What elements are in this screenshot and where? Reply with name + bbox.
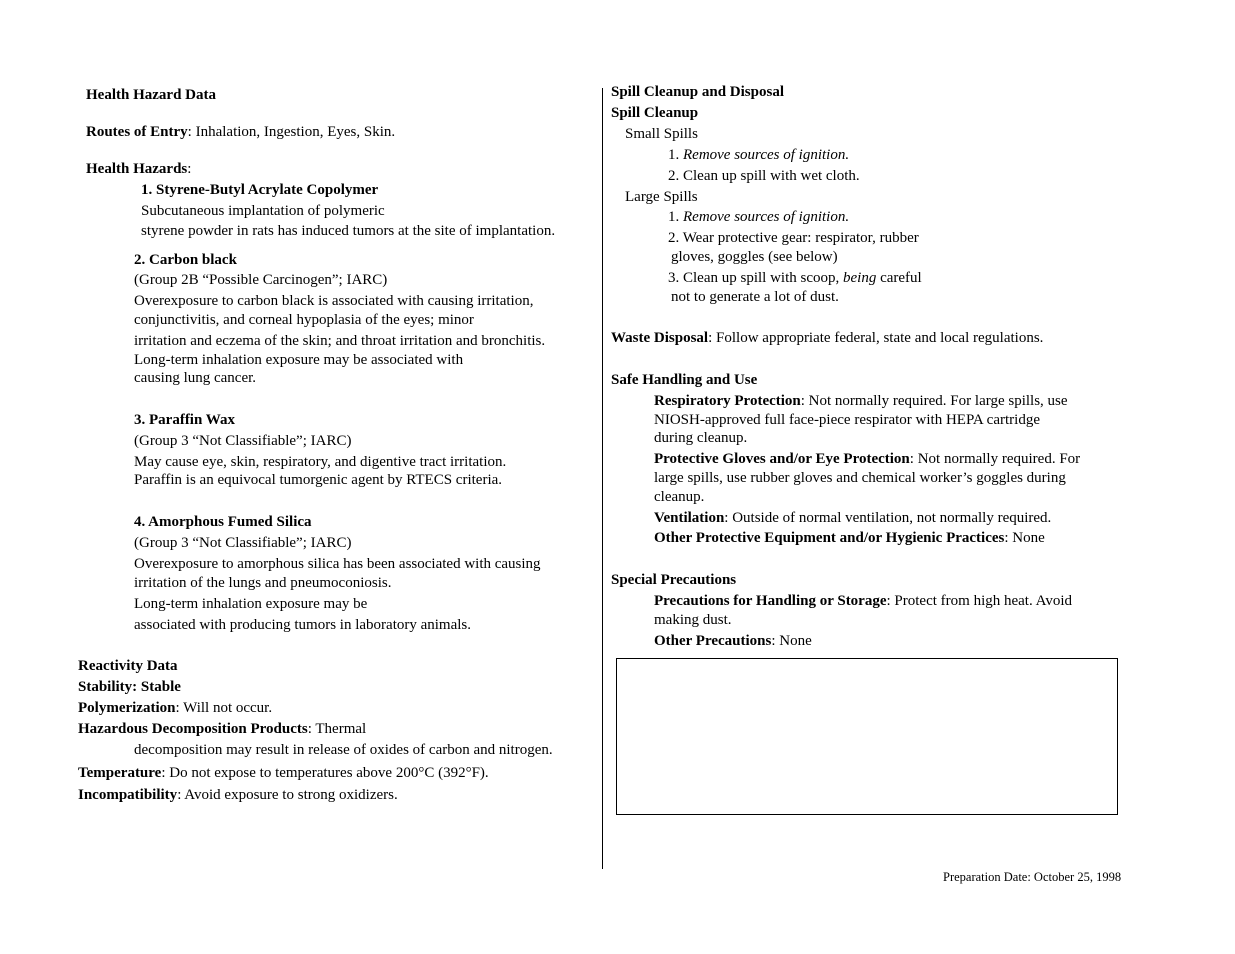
hazard-item-line: Long-term inhalation exposure may be: [134, 596, 368, 612]
gloves-eye-protection-cont: large spills, use rubber gloves and chemical worker’s goggles during: [654, 470, 1066, 486]
hazard-item-title: 1. Styrene-Butyl Acrylate Copolymer: [141, 182, 379, 198]
large-spill-step: 3. Clean up spill with scoop, being careful: [668, 270, 922, 286]
hazard-item-title: 2. Carbon black: [134, 252, 237, 268]
small-spill-step: 1. Remove sources of ignition.: [668, 147, 850, 163]
other-precautions: Other Precautions: None: [654, 633, 812, 649]
hazard-item-title: 3. Paraffin Wax: [134, 412, 235, 428]
hazard-item-line: conjunctivitis, and corneal hypoplasia of the eyes; minor: [134, 312, 474, 328]
respiratory-protection-cont: NIOSH-approved full face-piece respirator with HEPA cartridge: [654, 412, 1040, 428]
waste-disposal: Waste Disposal: Follow appropriate federal, state and local regulations.: [611, 330, 1044, 346]
routes-of-entry-value: : Inhalation, Ingestion, Eyes, Skin.: [187, 124, 396, 140]
hazard-item-line: styrene powder in rats has induced tumors at the site of implantation.: [141, 223, 556, 239]
hazard-item-line: (Group 3 “Not Classifiable”; IARC): [134, 433, 352, 449]
stability: Stability: Stable: [78, 679, 181, 695]
handling-storage-precautions-cont: making dust.: [654, 612, 732, 628]
respiratory-protection: Respiratory Protection: Not normally required. For large spills, use: [654, 393, 1068, 409]
ventilation: Ventilation: Outside of normal ventilation, not normally required.: [654, 510, 1052, 526]
column-divider: [602, 88, 603, 869]
health-hazards-label: Health Hazards: [86, 161, 188, 177]
precautions-heading: Special Precautions: [611, 572, 737, 588]
routes-of-entry-label: Routes of Entry: [86, 124, 188, 140]
small-spills-label: Small Spills: [625, 126, 698, 142]
reactivity-heading: Reactivity Data: [78, 658, 178, 674]
hazard-item-line: (Group 3 “Not Classifiable”; IARC): [134, 535, 352, 551]
other-protective-equipment: Other Protective Equipment and/or Hygienic Practices: None: [654, 530, 1045, 546]
hazard-item-line: associated with producing tumors in laboratory animals.: [134, 617, 472, 633]
hazard-item-line: (Group 2B “Possible Carcinogen”; IARC): [134, 272, 388, 288]
large-spill-step: 2. Wear protective gear: respirator, rubber: [668, 230, 919, 246]
hazard-item-line: Subcutaneous implantation of polymeric: [141, 203, 385, 219]
small-spill-step: 2. Clean up spill with wet cloth.: [668, 168, 860, 184]
large-spill-step-cont: gloves, goggles (see below): [671, 249, 838, 265]
hazard-item-line: Long-term inhalation exposure may be associated with: [134, 352, 464, 368]
hazard-item-line: irritation of the lungs and pneumoconiosis.: [134, 575, 392, 591]
decomposition-detail: decomposition may result in release of oxides of carbon and nitrogen.: [134, 742, 553, 758]
gloves-eye-protection-cont: cleanup.: [654, 489, 705, 505]
handling-heading: Safe Handling and Use: [611, 372, 758, 388]
decomposition-products: Hazardous Decomposition Products: Thermal: [78, 721, 367, 737]
incompatibility: Incompatibility: Avoid exposure to strong oxidizers.: [78, 787, 398, 803]
hazard-item-line: May cause eye, skin, respiratory, and digentive tract irritation.: [134, 454, 507, 470]
health-hazard-heading: Health Hazard Data: [86, 87, 216, 103]
spill-subheading: Spill Cleanup: [611, 105, 699, 121]
large-spills-label: Large Spills: [625, 189, 698, 205]
hazard-item-title: 4. Amorphous Fumed Silica: [134, 514, 312, 530]
preparation-date: Preparation Date: October 25, 1998: [943, 870, 1122, 884]
health-hazards: Health Hazards:: [86, 161, 192, 177]
large-spill-step: 1. Remove sources of ignition.: [668, 209, 850, 225]
large-spill-step-cont: not to generate a lot of dust.: [671, 289, 839, 305]
hazard-item-line: Overexposure to carbon black is associated with causing irritation,: [134, 293, 534, 309]
hazard-item-line: causing lung cancer.: [134, 370, 257, 386]
hazard-item-line: Overexposure to amorphous silica has been associated with causing: [134, 556, 541, 572]
routes-of-entry: [86, 123, 395, 142]
temperature: Temperature: Do not expose to temperatures above 200°C (392°F).: [78, 765, 489, 781]
gloves-eye-protection: Protective Gloves and/or Eye Protection: Not normally required. For: [654, 451, 1081, 467]
hazard-item-line: irritation and eczema of the skin; and throat irritation and bronchitis.: [134, 333, 546, 349]
spill-heading: Spill Cleanup and Disposal: [611, 84, 784, 100]
polymerization: Polymerization: Will not occur.: [78, 700, 273, 716]
handling-storage-precautions: Precautions for Handling or Storage: Protect from high heat. Avoid: [654, 593, 1073, 609]
empty-note-box: [616, 658, 1118, 815]
hazard-item-line: Paraffin is an equivocal tumorgenic agent by RTECS criteria.: [134, 472, 503, 488]
respiratory-protection-cont: during cleanup.: [654, 430, 748, 446]
